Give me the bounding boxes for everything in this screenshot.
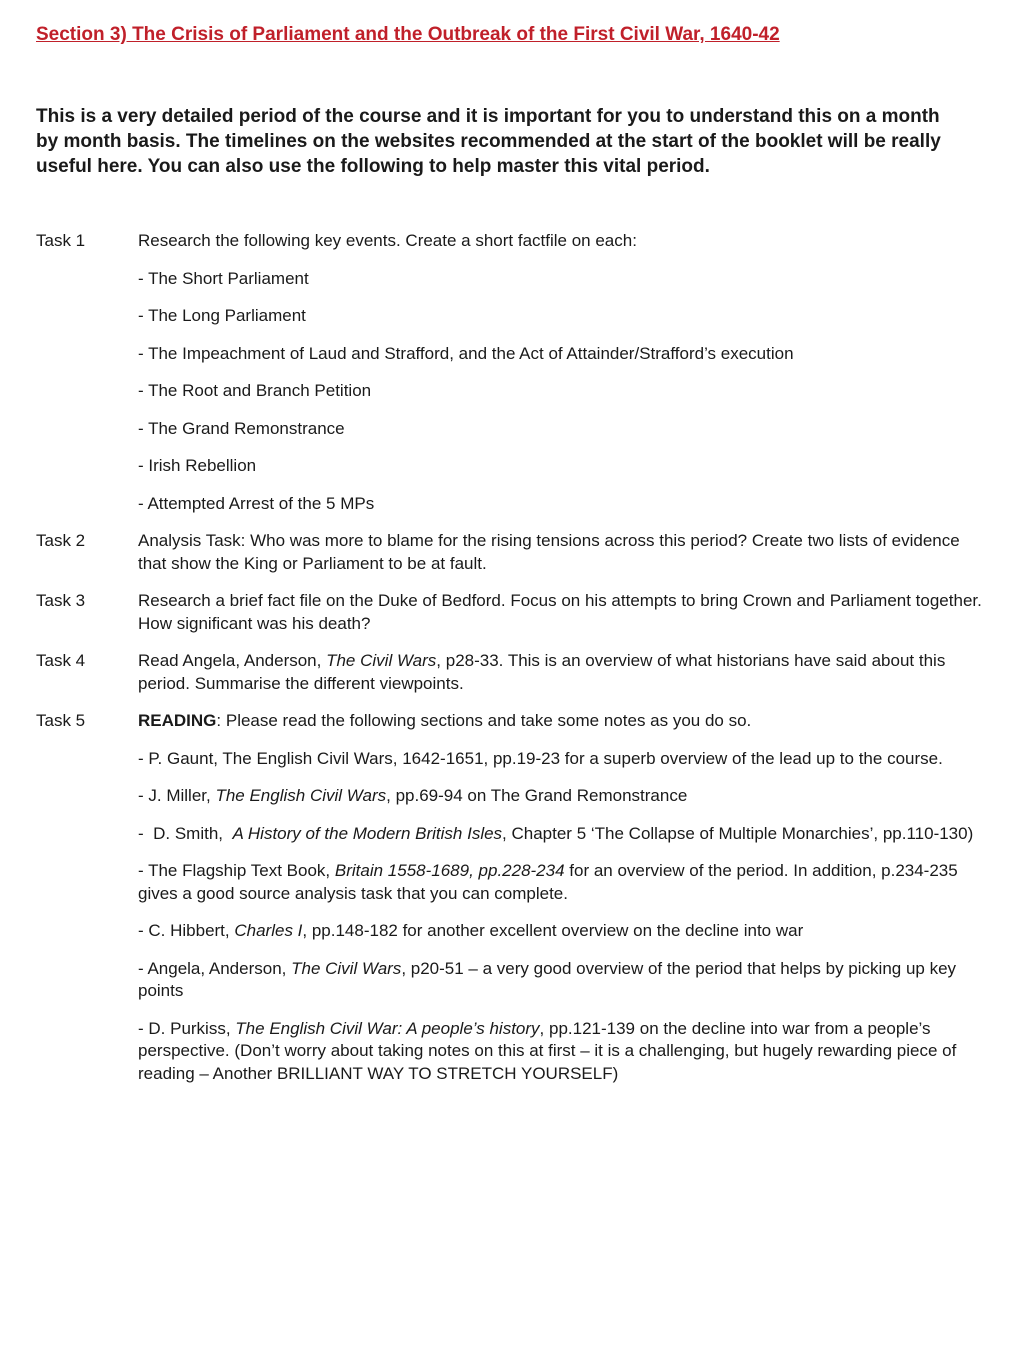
reading-item: - P. Gaunt, The English Civil Wars, 1642-1651, pp.19-23 for a superb overview of the lead up to the course. [138, 748, 943, 768]
list-item: - Irish Rebellion [138, 456, 257, 475]
task-5 [36, 710, 986, 1085]
book-title: Charles I [234, 921, 303, 940]
reading-item [138, 1018, 986, 1086]
reading-item [138, 823, 986, 846]
book-title: Britain 1558-1689, pp.228-234 [334, 861, 565, 880]
reading-intro-text: : Please read the following sections and take some notes as you do so. [216, 711, 752, 730]
book-title: The Civil Wars [326, 651, 437, 670]
task-list [36, 230, 986, 1085]
text-post: , pp.69-94 on The Grand Remonstrance [386, 786, 688, 805]
task-label: Task 5 [36, 711, 86, 730]
text-pre: - Angela, Anderson, [138, 958, 292, 978]
reading-item [138, 958, 986, 1003]
task-text: Analysis Task: Who was more to blame for the rising tensions across this period? Create two lists of evidence that show the King or Parliament to be at fault. [138, 531, 960, 573]
text-post: , p28-33. This is an overview of what historians have said about this period. Summarise the different viewpoints. [138, 651, 946, 693]
task-4 [36, 650, 986, 695]
book-title: The English Civil War: A people’s history [235, 1018, 540, 1038]
list-item: - The Root and Branch Petition [138, 381, 372, 400]
text-post: , pp.148-182 for another excellent overview on the decline into war [302, 921, 804, 940]
reading-heading: READING [138, 711, 217, 730]
list-item: - The Impeachment of Laud and Strafford, and the Act of Attainder/Strafford’s execution [138, 343, 794, 363]
task-label: Task 3 [36, 591, 86, 610]
list-item: - Attempted Arrest of the 5 MPs [138, 493, 375, 513]
book-title: A History of the Modern British Isles [232, 823, 503, 843]
task-label: Task 2 [36, 531, 86, 550]
text-post: , p20-51 – a very good overview of the period that helps by picking up key points [138, 958, 957, 1000]
reading-item [138, 860, 986, 905]
text-pre: - The Flagship Text Book, [138, 861, 335, 880]
text-pre: - J. Miller, [138, 786, 216, 805]
text-pre: - C. Hibbert, [138, 921, 235, 940]
book-title: The Civil Wars [291, 958, 402, 978]
task-text: Research a brief fact file on the Duke of Bedford. Focus on his attempts to bring Crown and Parliament together. How significant was his death? [138, 591, 982, 633]
task-intro: Research the following key events. Create a short factfile on each: [138, 231, 637, 250]
task-text [138, 650, 986, 695]
task-2 [36, 530, 986, 575]
text-pre: Read Angela, Anderson, [138, 651, 327, 670]
task-1 [36, 230, 986, 515]
intro-paragraph: This is a very detailed period of the course and it is important for you to understand this on a month by month basis. The timelines on the websites recommended at the start of the booklet will be really useful here. You can also use the following to help master this vital period. [36, 106, 941, 177]
text-pre: - D. Smith, [138, 823, 233, 843]
task-body [138, 230, 986, 515]
book-title: The English Civil Wars [215, 786, 387, 805]
reading-item [138, 785, 986, 808]
text-post: , pp.121-139 on the decline into war from a people’s perspective. (Don’t worry about taking notes on this at first – it is a challenging, but hugely rewarding piece of reading – Another BRILLIANT WAY TO STRETCH YOURSELF) [138, 1018, 957, 1083]
reading-intro [138, 710, 986, 733]
reading-item [138, 920, 986, 943]
task-3 [36, 590, 986, 635]
section-title: Section 3) The Crisis of Parliament and the Outbreak of the First Civil War, 1640-42 [36, 24, 780, 45]
task-label: Task 1 [36, 231, 86, 250]
text-post: , Chapter 5 ‘The Collapse of Multiple Monarchies’, pp.110-130) [502, 823, 974, 843]
task-body [138, 710, 986, 1085]
list-item: - The Short Parliament [138, 268, 309, 288]
task-label: Task 4 [36, 651, 86, 670]
text-pre: - D. Purkiss, [138, 1018, 236, 1038]
text-post: for an overview of the period. In addition, p.234-235 gives a good source analysis task that you can complete. [138, 861, 958, 903]
list-item: - The Long Parliament [138, 306, 306, 325]
list-item: - The Grand Remonstrance [138, 418, 345, 438]
